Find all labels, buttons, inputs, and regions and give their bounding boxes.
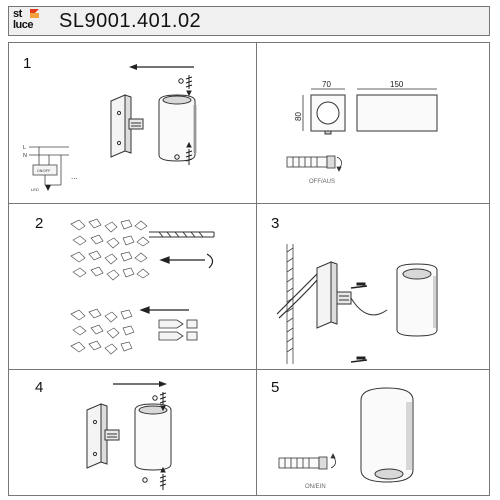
step-4-illustration — [9, 370, 256, 496]
dimension-length: 150 — [390, 80, 404, 89]
step-number-4: 4 — [35, 379, 44, 396]
step-number-1: 1 — [23, 55, 32, 72]
wall-plugs-icon — [159, 320, 197, 340]
led-label: LED — [31, 187, 39, 192]
wall-bracket-icon — [111, 95, 143, 157]
model-number: SL9001.401.02 — [59, 10, 202, 32]
wire-label-n: N — [23, 153, 27, 159]
lamp-body-icon — [159, 95, 195, 161]
drill-direction-arrow-icon — [161, 254, 213, 268]
installed-lamp-icon — [361, 388, 413, 482]
lamp-side-icon — [397, 264, 437, 336]
step-number-3: 3 — [271, 215, 280, 232]
brand-logo-bottom: luce — [13, 19, 34, 31]
screw-bottom-icon — [143, 468, 166, 490]
mounted-bracket-icon — [317, 262, 351, 328]
connection-wire-icon — [351, 298, 387, 315]
step-3-illustration — [257, 204, 489, 369]
lamp-side-view-icon — [357, 95, 437, 131]
breaker-switch-on-icon — [279, 454, 336, 469]
lamp-front-view-icon — [311, 95, 345, 134]
wall-section-icon — [287, 244, 293, 364]
breaker-switch-off-icon — [287, 156, 342, 171]
drill-bit-icon — [149, 232, 214, 237]
step-number-2: 2 — [35, 215, 44, 232]
step-2-illustration — [9, 204, 256, 369]
header-bar — [8, 6, 490, 36]
step-number-5: 5 — [271, 379, 280, 396]
screwdriver-bottom-icon — [351, 357, 367, 362]
step-5-illustration — [257, 370, 489, 496]
wiring-dots: ... — [71, 172, 78, 181]
wall-texture-bottom — [71, 309, 134, 354]
instruction-grid — [8, 42, 490, 496]
sensor-label: ON/OFF — [37, 169, 51, 173]
screwdriver-top-icon — [351, 283, 367, 288]
wall-bracket-icon — [87, 404, 119, 468]
lamp-body-icon — [135, 404, 171, 470]
brand-logo-top: st — [13, 8, 22, 20]
direction-arrow-right-icon — [113, 381, 167, 387]
dimension-width: 70 — [322, 80, 331, 89]
screw-top-icon — [179, 75, 192, 95]
insert-arrow-icon — [141, 307, 189, 313]
step-1-illustration — [9, 43, 256, 203]
dimensions-illustration — [257, 43, 489, 203]
off-label: OFF/AUS — [309, 179, 336, 185]
mains-cable-icon — [277, 274, 319, 318]
on-label: ON/EIN — [305, 484, 326, 490]
wire-label-l: L — [23, 145, 27, 151]
brand-flag-accent-icon — [30, 13, 39, 18]
direction-arrow-left-icon — [129, 64, 194, 70]
dimension-height: 80 — [294, 112, 303, 121]
wall-texture-top — [71, 219, 149, 280]
brand-logo — [13, 9, 47, 33]
